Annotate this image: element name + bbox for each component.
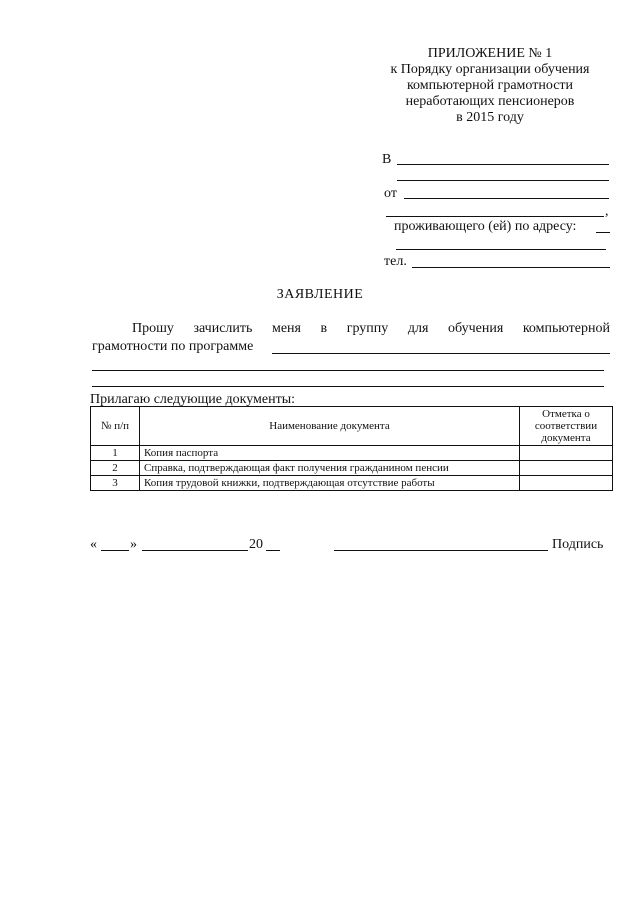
col-header-number: № п/п [91, 407, 140, 446]
row-document-name: Копия трудовой книжки, подтверждающая отсутствие работы [140, 476, 520, 491]
table-row [91, 446, 613, 461]
table-row [91, 461, 613, 476]
date-year-field[interactable] [266, 550, 280, 551]
table-header-row [91, 407, 613, 446]
row-mark-cell[interactable] [520, 476, 613, 491]
program-label: грамотности по программе [92, 339, 254, 354]
address-field[interactable] [596, 232, 610, 233]
date-close-quote: » [130, 537, 137, 552]
phone-label: тел. [384, 254, 407, 269]
to-field[interactable] [397, 164, 609, 165]
appendix-line: к Порядку организации обучения [390, 62, 590, 77]
residing-label: проживающего (ей) по адресу: [394, 219, 577, 234]
appendix-line: неработающих пенсионеров [405, 94, 575, 109]
date-year-prefix: 20 [249, 537, 263, 552]
appendix-header [360, 46, 620, 126]
row-number: 1 [91, 446, 140, 461]
row-document-name: Справка, подтверждающая факт получения гражданином пенсии [140, 461, 520, 476]
appendix-line: в 2015 году [456, 110, 524, 125]
request-text: Прошу зачислить меня в группу для обучения компьютерной [132, 321, 610, 336]
col-header-mark: Отметка о соответствии документа [520, 407, 613, 446]
from-field-2[interactable] [386, 216, 604, 217]
program-field-3[interactable] [92, 386, 604, 387]
appendix-line: компьютерной грамотности [406, 78, 574, 93]
documents-table [90, 406, 613, 491]
row-number: 2 [91, 461, 140, 476]
signature-field[interactable] [334, 550, 548, 551]
row-mark-cell[interactable] [520, 446, 613, 461]
to-field-2[interactable] [397, 180, 609, 181]
comma: , [605, 204, 609, 219]
signature-label: Подпись [552, 537, 604, 552]
row-number: 3 [91, 476, 140, 491]
date-open-quote: « [90, 537, 97, 552]
from-label: от [384, 186, 397, 201]
document-title: ЗАЯВЛЕНИЕ [276, 287, 364, 302]
program-field[interactable] [272, 353, 610, 354]
address-field-2[interactable] [396, 249, 606, 250]
phone-field[interactable] [412, 267, 610, 268]
date-day-field[interactable] [101, 550, 129, 551]
request-line-1 [92, 321, 610, 337]
to-label: В [382, 152, 392, 167]
appendix-title: ПРИЛОЖЕНИЕ № 1 [427, 46, 553, 61]
row-document-name: Копия паспорта [140, 446, 520, 461]
date-month-field[interactable] [142, 550, 248, 551]
from-field[interactable] [404, 198, 609, 199]
attachments-heading: Прилагаю следующие документы: [90, 392, 296, 407]
program-field-2[interactable] [92, 370, 604, 371]
row-mark-cell[interactable] [520, 461, 613, 476]
table-row [91, 476, 613, 491]
col-header-name: Наименование документа [140, 407, 520, 446]
